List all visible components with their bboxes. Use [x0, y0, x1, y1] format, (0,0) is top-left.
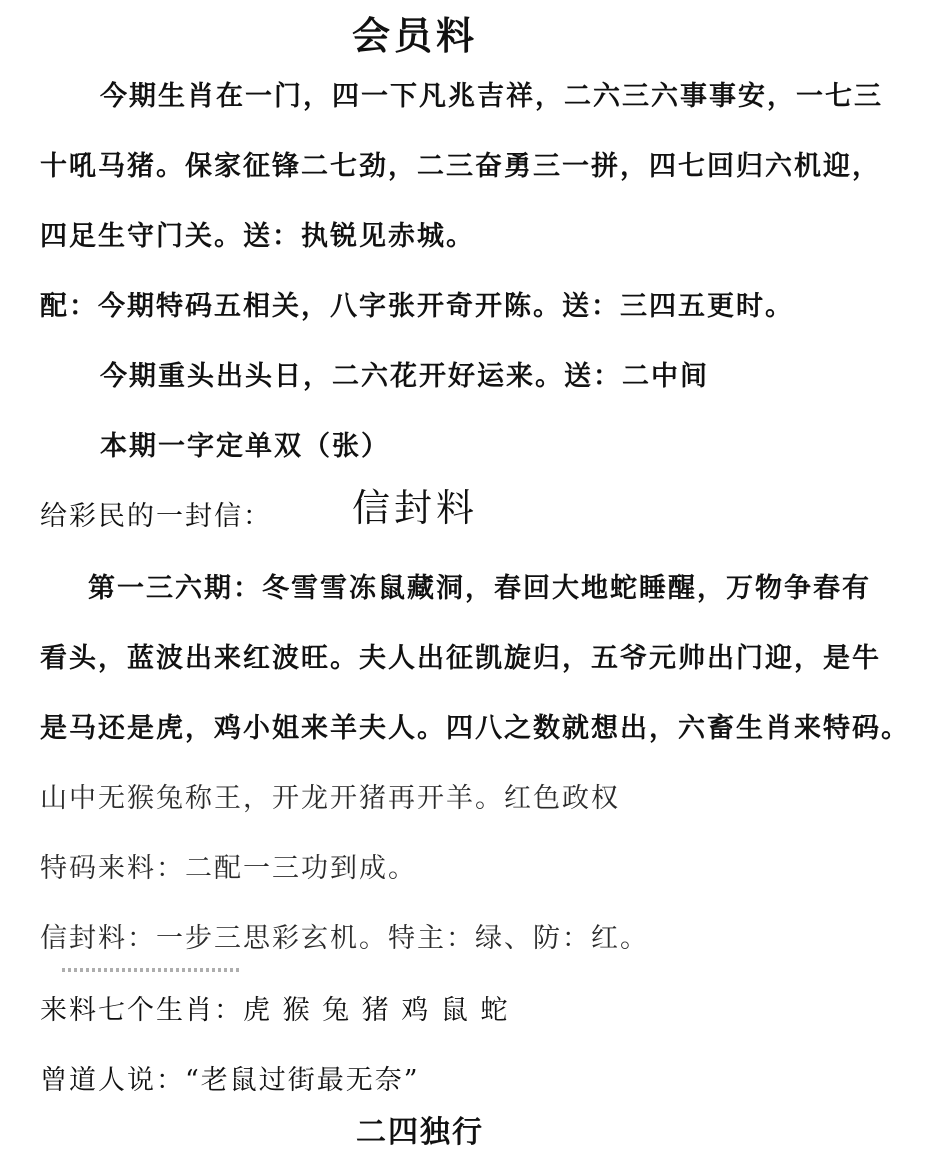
envelope-line-2: 看头，蓝波出来红波旺。夫人出征凯旋归，五爷元帅出门迎，是牛	[40, 643, 881, 674]
pei-line: 配：今期特码五相关，八字张开奇开陈。送：三四五更时。	[40, 291, 794, 322]
tema-line: 特码来料：二配一三功到成。	[40, 853, 417, 884]
envelope-line-4: 山中无猴兔称王，开龙开猪再开羊。红色政权	[40, 783, 620, 814]
envelope-title: 信封料	[352, 486, 479, 530]
letter-label: 给彩民的一封信：	[40, 501, 272, 532]
footer-title: 二四独行	[356, 1115, 484, 1150]
member-line-3: 四足生守门关。送：执锐见赤城。	[40, 221, 475, 252]
member-line-1: 今期生肖在一门，四一下凡兆吉祥，二六三六事事安，一七三	[100, 81, 883, 112]
danshuang-line: 本期一字定单双（张）	[100, 431, 390, 462]
scan-smudge	[62, 968, 240, 972]
envelope-line-1: 第一三六期：冬雪雪冻鼠藏洞，春回大地蛇睡醒，万物争春有	[88, 573, 871, 604]
seven-zodiac-line: 来料七个生肖：虎 猴 兔 猪 鸡 鼠 蛇	[40, 995, 510, 1026]
member-line-2: 十吼马猪。保家征锋二七劲，二三奋勇三一拼，四七回归六机迎，	[40, 151, 881, 182]
envelope-line-3: 是马还是虎，鸡小姐来羊夫人。四八之数就想出，六畜生肖来特码。	[40, 713, 910, 744]
zeng-quote-line: 曾道人说：“老鼠过街最无奈”	[40, 1065, 420, 1096]
zhongtou-line: 今期重头出头日，二六花开好运来。送：二中间	[100, 361, 709, 392]
member-title: 会员料	[352, 14, 479, 58]
xinfeng-line: 信封料：一步三思彩玄机。特主：绿、防：红。	[40, 923, 649, 954]
